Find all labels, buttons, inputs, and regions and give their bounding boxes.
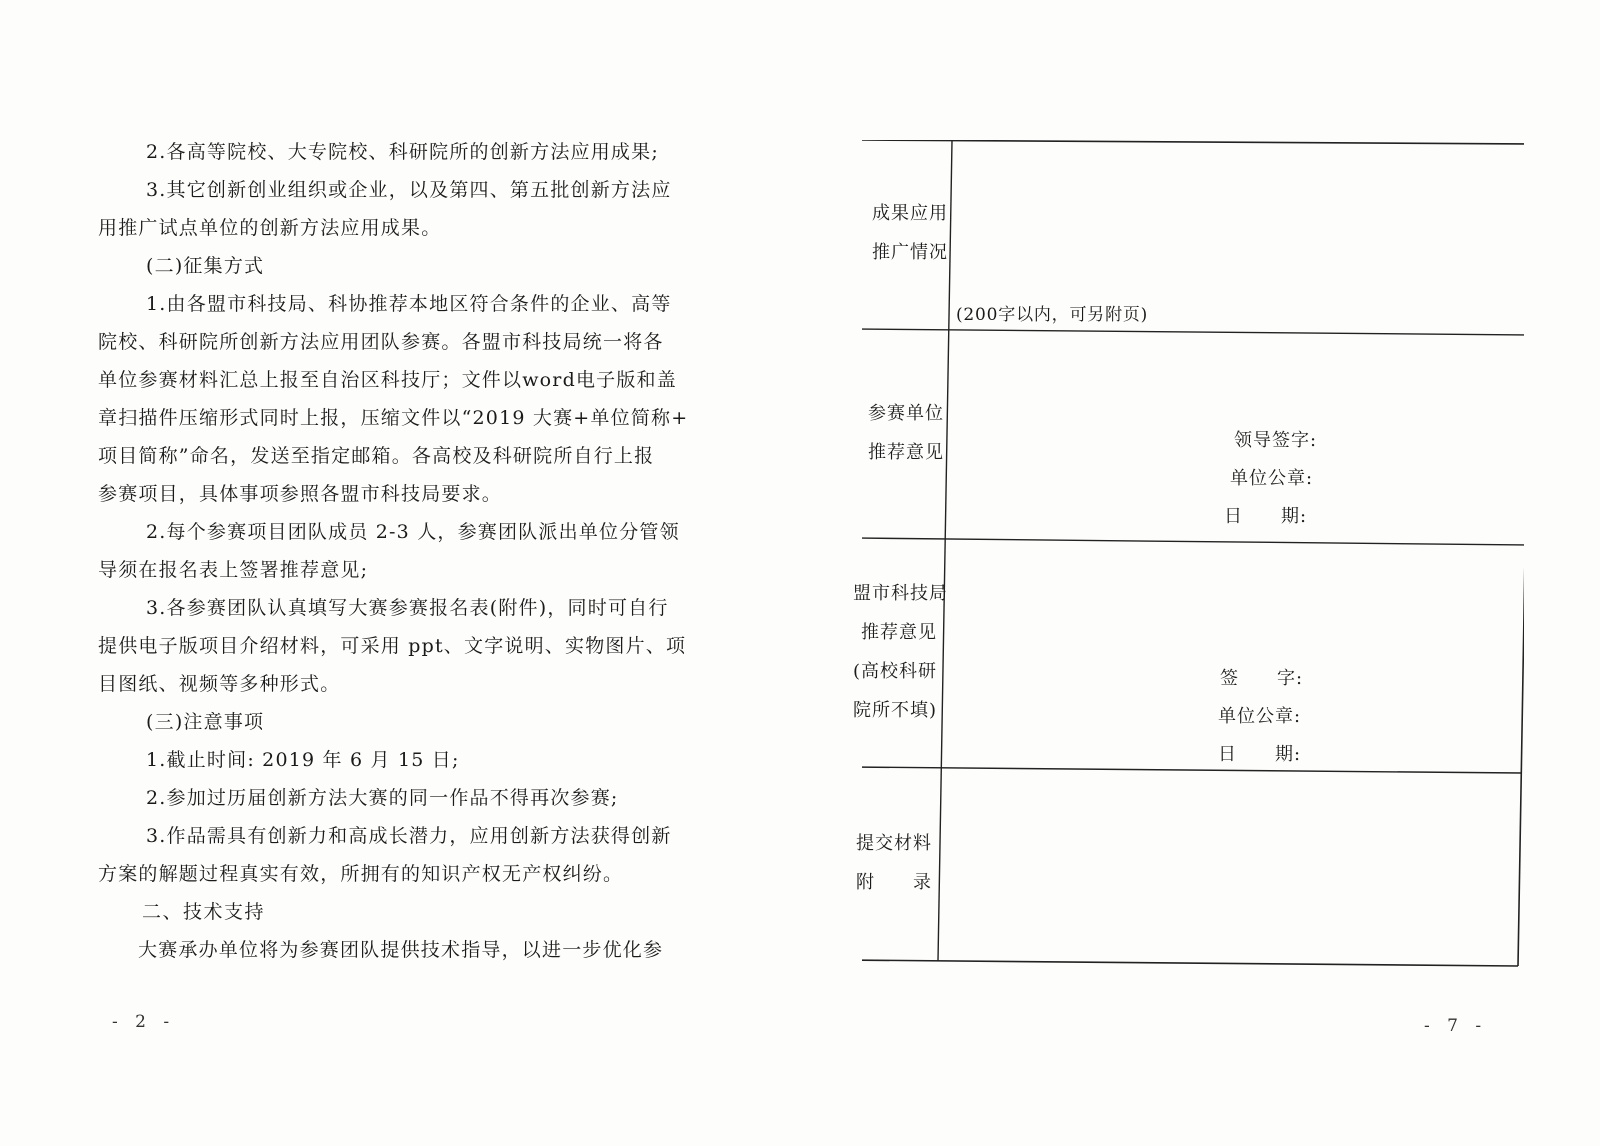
text-line: 目图纸、视频等多种形式。 — [98, 673, 341, 695]
text-line: 参赛项目，具体事项参照各盟市科技局要求。 — [98, 483, 503, 505]
row-label-submitted-materials — [856, 824, 932, 902]
label-line: 附 录 — [856, 872, 932, 893]
section-heading: (三)注意事项 — [146, 711, 265, 733]
text-line: 提供电子版项目介绍材料，可采用 ppt、文字说明、实物图片、项 — [98, 635, 687, 657]
table-grid — [862, 140, 1524, 983]
text-line: 1.由各盟市科技局、科协推荐本地区符合条件的企业、高等 — [146, 293, 672, 315]
page-number-right: - 7 - — [1424, 1016, 1488, 1036]
text-line: 3.其它创新创业组织或企业，以及第四、第五批创新方法应 — [146, 179, 672, 201]
text-line: 3.各参赛团队认真填写大赛参赛报名表(附件)，同时可自行 — [146, 597, 669, 619]
label-line: 院所不填) — [853, 700, 938, 721]
word-limit-note: (200字以内，可另附页) — [956, 305, 1149, 325]
text-line: 导须在报名表上签署推荐意见; — [98, 559, 369, 581]
signature-field: 签 字: — [1220, 668, 1304, 689]
text-line: 用推广试点单位的创新方法应用成果。 — [98, 217, 442, 239]
label-line: 推荐意见 — [861, 622, 937, 643]
label-line: 成果应用 — [872, 203, 948, 224]
unit-seal-field: 单位公章: — [1218, 706, 1302, 727]
row-label-unit-recommendation — [868, 394, 944, 472]
registration-form-table — [853, 140, 1524, 983]
text-line: 单位参赛材料汇总上报至自治区科技厅；文件以word电子版和盖 — [98, 369, 677, 391]
text-line: 章扫描件压缩形式同时上报，压缩文件以“2019 大赛+单位简称+ — [98, 407, 689, 429]
text-line: 大赛承办单位将为参赛团队提供技术指导，以进一步优化参 — [138, 939, 664, 961]
date-field: 日 期: — [1224, 506, 1308, 527]
row-label-bureau-recommendation — [853, 574, 948, 730]
text-line: 项目简称”命名，发送至指定邮箱。各高校及科研院所自行上报 — [98, 445, 655, 467]
page-number-left: - 2 - — [112, 1012, 176, 1032]
label-line: 推荐意见 — [868, 442, 944, 463]
text-line: 院校、科研院所创新方法应用团队参赛。各盟市科技局统一将各 — [98, 331, 664, 353]
text-line: 2.参加过历届创新方法大赛的同一作品不得再次参赛; — [146, 787, 619, 809]
label-line: 参赛单位 — [868, 403, 944, 424]
unit-seal-field: 单位公章: — [1230, 468, 1314, 489]
row-label-achievement-application — [872, 194, 948, 272]
date-field: 日 期: — [1218, 744, 1302, 765]
section-heading: 二、技术支持 — [142, 901, 266, 923]
label-line: 推广情况 — [872, 242, 948, 263]
label-line: 提交材料 — [856, 833, 932, 854]
text-line: 2.每个参赛项目团队成员 2-3 人，参赛团队派出单位分管领 — [146, 521, 680, 543]
text-line: 1.截止时间: 2019 年 6 月 15 日; — [146, 749, 460, 771]
text-line: 方案的解题过程真实有效，所拥有的知识产权无产权纠纷。 — [98, 863, 624, 885]
label-line: (高校科研 — [853, 661, 938, 682]
text-line: 2.各高等院校、大专院校、科研院所的创新方法应用成果; — [146, 141, 659, 163]
section-heading: (二)征集方式 — [146, 255, 265, 277]
label-line: 盟市科技局 — [853, 583, 948, 604]
text-line: 3.作品需具有创新力和高成长潜力，应用创新方法获得创新 — [146, 825, 672, 847]
leader-signature-field: 领导签字: — [1234, 430, 1318, 451]
